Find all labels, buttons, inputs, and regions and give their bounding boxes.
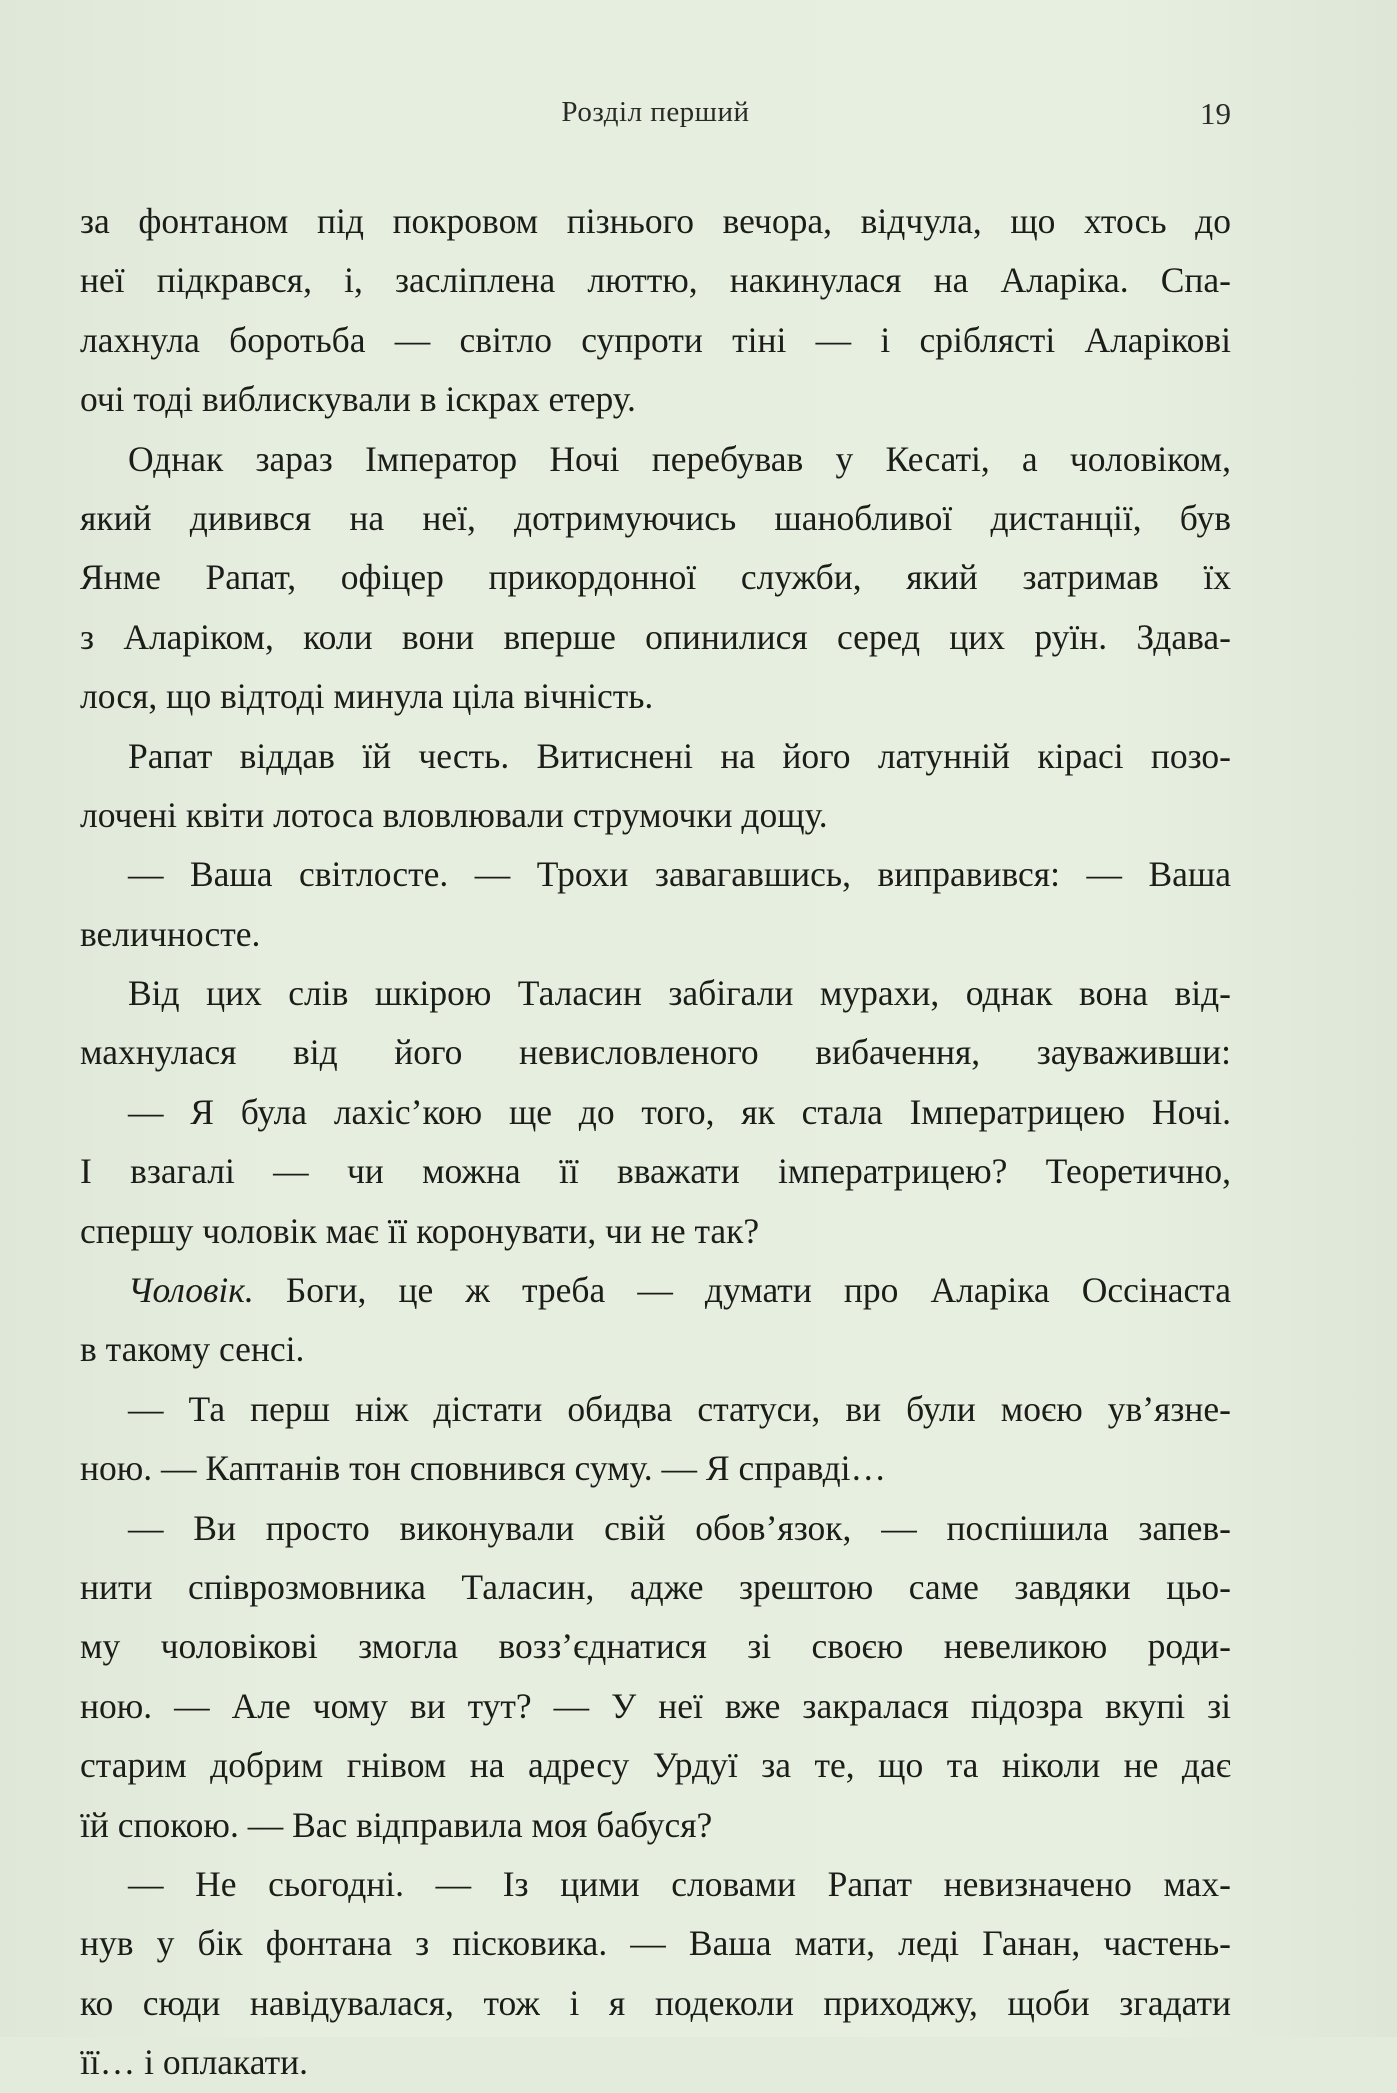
text-line: — Ви просто виконували свій обов’язок, — поспішила запев- bbox=[128, 1507, 1231, 1548]
text-line: лахнула боротьба — світло супроти тіні — і сріблясті Аларікові bbox=[80, 319, 1231, 360]
text-line: величносте. bbox=[80, 913, 261, 954]
text-line: очі тоді виблискували в іскрах етеру. bbox=[80, 379, 636, 420]
body-text bbox=[80, 192, 1231, 2093]
text-line: за фонтаном під покровом пізнього вечора, відчула, що хтось до bbox=[80, 201, 1231, 241]
text-line: І взагалі — чи можна її вважати імператрицею? Теоретично, bbox=[80, 1151, 1231, 1192]
text-line: старим добрим гнівом на адресу Урдуї за те, що та ніколи не дає bbox=[80, 1745, 1231, 1786]
text-line: — Я була лахіс’кою ще до того, як стала Імператрицею Ночі. bbox=[128, 1091, 1231, 1132]
text-line: — Та перш ніж дістати обидва статуси, ви були моєю ув’язне- bbox=[128, 1388, 1231, 1429]
text-line: Однак зараз Імператор Ночі перебував у Кесаті, а чоловіком, bbox=[128, 438, 1231, 479]
text-line: лося, що відтоді минула ціла вічність. bbox=[80, 676, 654, 717]
text-line: Рапат віддав їй честь. Витиснені на його латунній кірасі позо- bbox=[128, 735, 1231, 776]
text-line: му чоловікові змогла возз’єднатися зі своєю невеликою роди- bbox=[80, 1626, 1231, 1667]
text-line: неї підкрався, і, засліплена люттю, накинулася на Аларіка. Спа- bbox=[80, 260, 1231, 301]
text-line: нити співрозмовника Таласин, адже зрештою саме завдяки цьо- bbox=[80, 1566, 1231, 1607]
text-line: Від цих слів шкірою Таласин забігали мурахи, однак вона від- bbox=[128, 973, 1231, 1014]
text-line: ною. — Каптанів тон сповнився суму. — Я справді… bbox=[80, 1448, 887, 1489]
text-line: — Ваша світлосте. — Трохи завагавшись, виправився: — Ваша bbox=[128, 854, 1231, 895]
text-line: ко сюди навідувалася, тож і я подеколи приходжу, щоби згадати bbox=[80, 1982, 1231, 2023]
chapter-title: Розділ перший bbox=[561, 96, 750, 128]
text-line: — Не сьогодні. — Із цими словами Рапат невизначено мах- bbox=[128, 1863, 1231, 1904]
text-line-italic-start bbox=[80, 1261, 1231, 1320]
italic-word: Чоловік. bbox=[128, 1270, 254, 1311]
text-line: махнулася від його невисловленого вибачення, зауваживши: bbox=[80, 1032, 1231, 1073]
text-line: з Аларіком, коли вони вперше опинилися серед цих руїн. Здава- bbox=[80, 616, 1231, 657]
text-line-rest: Боги, це ж треба — думати про Аларіка Оссінаста bbox=[285, 1270, 1231, 1311]
text-line: її… і оплакати. bbox=[80, 2042, 308, 2083]
text-line: нув у бік фонтана з пісковика. — Ваша мати, леді Ганан, частень- bbox=[80, 1923, 1231, 1964]
text-line: який дивився на неї, дотримуючись шанобливої дистанції, був bbox=[80, 497, 1231, 538]
text-line: їй спокою. — Вас відправила моя бабуся? bbox=[80, 1804, 713, 1845]
text-line: в такому сенсі. bbox=[80, 1329, 305, 1370]
text-line: Янме Рапат, офіцер прикордонної служби, який затримав їх bbox=[80, 557, 1231, 598]
text-line: ною. — Але чому ви тут? — У неї вже закралася підозра вкупі зі bbox=[80, 1685, 1231, 1726]
running-head bbox=[80, 96, 1231, 140]
page-number: 19 bbox=[1200, 96, 1231, 131]
text-line: лочені квіти лотоса вловлювали струмочки дощу. bbox=[80, 794, 828, 835]
text-line: спершу чоловік має її коронувати, чи не так? bbox=[80, 1210, 760, 1251]
